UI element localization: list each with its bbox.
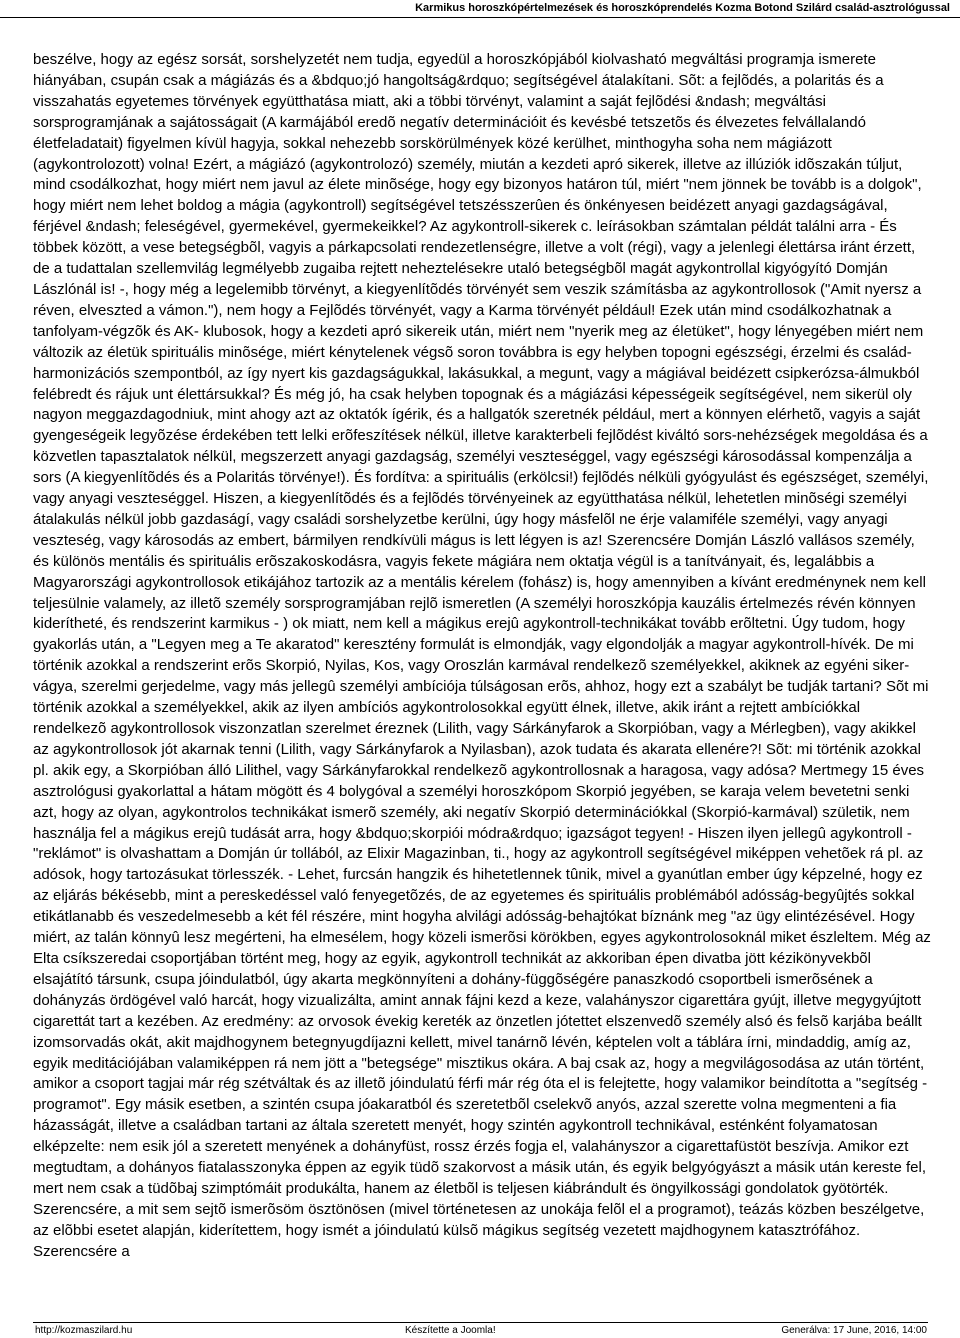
footer-credit: Készítette a Joomla! bbox=[405, 1325, 496, 1336]
article-body bbox=[33, 50, 931, 1263]
page-header-title: Karmikus horoszkópértelmezések és horoszkóprendelés Kozma Botond Szilárd család-asztrológussal bbox=[415, 2, 950, 14]
footer-divider bbox=[33, 1322, 928, 1323]
article-paragraph: beszélve, hogy az egész sorsát, sorshelyzetét nem tudja, egyedül a horoszkópjából kiolvasható megváltási programja ismerete hiányában, csupán csak a mágiázás és a &bdquo;jó hangoltság&rdquo; segítségével átalakítani. Sõt: a fejlõdés, a polaritás és a visszahatás egyetemes törvények együtthatása miatt, aki a többi törvényt, valamint a saját fejlõdési &ndash; megváltási sorsprogramjának a sajátosságait (A karmájából eredõ negatív determinációit és kevésbé tetszetõs és élvezetes felvállalandó életfeladatait) figyelmen kívül hagyja, sokkal nehezebb sorskörülmények közé kerülhet, minthogyha soha nem mágiázott (agykontrolozott) volna! Ezért, a mágiázó (agykontrolozó) személy, miután a kezdeti apró sikerek, illetve az illúziók idõszakán túljut, mind csodálkozhat, hogy miért nem javul az élete minõsége, hogy egy bizonyos határon túl, miért "nem jönnek be tovább is a dolgok", hogy miért nem lehet boldog a mágia (agykontroll) segítségével tetszésszerûen és önkényesen beidézett anyagi gazdagságával, férjével &ndash; feleségével, gyermekével, gyermekeikkel? Az agykontroll-sikerek c. leírásokban számtalan példát találni arra - És többek között, a vese betegségbõl, vagyis a párkapcsolati rendezetlenségre, illetve a volt (régi), vagy a jelenlegi élettársa iránt érzett, de a tudattalan szellemvilág legmélyebb zugaiba rejtett neheztelésekre utaló betegségbõl magát agykontrollal kigyógyító Domján Lászlónál is! -, hogy még a legelemibb törvényt, a kiegyenlítõdés törvényét sem veszik számításba az agykontrollosok ("Amit nyersz a réven, elveszted a vámon."), nem hogy a Fejlõdés törvényét, vagy a Karma törvényét például! Ezek után mind csodálkozhatnak a tanfolyam-végzõk és AK- klubosok, hogy a kezdeti apró sikereik után, miért nem "nyerik meg az életüket", hogy lényegében miért nem változik az életük spirituális minõsége, miért kénytelenek végsõ soron továbbra is egy helyben topogni egészségi, érzelmi és család-harmonizációs szempontból, az így nyert kis gazdagságukkal, lakásukkal, a megunt, vagy a mágiával beidézett csipkerózsa-álmukból felébredt és rájuk unt élettársukkal? És még jó, ha csak helyben topognak és a mágiázási képességeik segítségével, nem sikerül oly nagyon meggazdagodniuk, mint ahogy azt az oktatók ígérik, és a hallgatók szeretnék például, mert a könnyen elérhetõ, vagyis a saját gyengeségeik legyõzése érdekében tett lelki erõfeszítések nélkül, illetve karakterbeli fejlõdést kiváltó sors-nehézségek megoldása és a közvetlen tapasztalatok nélkül, megszerzett anyagi gazdagság, személyi veszteséggel, vagy egészségi károsodással kompenzálja a sors (A kiegyenlítõdés és a Polaritás törvénye!). És fordítva: a spirituális (erkölcsi!) fejlõdés nélküli gyógyulást és egészséget, személyi, vagy anyagi veszteséggel. Hiszen, a kiegyenlítõdés és a fejlõdés törvényeinek az együtthatása nélkül, lehetetlen minõségi személyi átalakulás nélkül jobb gazdaságí, vagy családi sorshelyzetbe kerülni, úgy hogy másfelõl ne érje valamiféle személyi, vagy anyagi veszteség, vagy károsodás az embert, bármilyen rendkívüli mágus is lett légyen is az! Szerencsére Domján László vallásos személy, és különös mentális és spirituális erõszakoskodásra, vagyis fekete mágiára nem oktatja végül is a tanítványait, és, legalábbis a Magyarországi agykontrollosok etikájához tartozik az a mentális kérelem (fohász) is, hogy amennyiben a kívánt eredménynek nem kell teljesülnie valamely, az illetõ személy sorsprogramjában rejlõ ismeretlen (A személyi horoszkópja kauzális értelmezés révén könnyen kiderítheté, és rendszerint karmikus - ) ok miatt, nem kell a mágikus erejû agykontroll-technikákat tovább erõltetni. Úgy tudom, hogy gyakorlás után, a "Legyen meg a Te akaratod" keresztény formulát is elmondják, vagy elgondolják a magyar agykontroll-hívék. De mi történik azokkal a rendszerint erõs Skorpió, Nyilas, Kos, vagy Oroszlán karmával rendelkezõ személyekkel, akiknek az egyéni siker-vágya, szerelmi gerjedelme, vagy más jellegû személyi ambíciója túlságosan erõs, ahhoz, hogy ezt a szabályt be tudják tartani? Sõt mi történik azokkal a személyekkel, akik az ilyen ambíciós agykontrolosokkal együtt élnek, illetve, akik iránt a rejtett ambíciókkal rendelkezõ agykontrollosok viszonzatlan szerelmet éreznek (Lilith, vagy Sárkányfarok a Skorpióban, vagy a Mérlegben), vagy akikkel az agykontrollosok jót akarnak tenni (Lilith, vagy Sárkányfarok a Nyilasban), azok tudata és akarata ellenére?! Sõt: mi történik azokkal pl. akik egy, a Skorpióban álló Lilithel, vagy Sárkányfarokkal rendelkezõ agykontrollosnak a haragosa, vagy adósa? Mertmegy 15 éves asztrológusi gyakorlattal a hátam mögött és 4 bolygóval a személyi horoszkópom Skorpió jegyében, se karaja velem bevetetni senki azt, hogy az olyan, agykontrolos technikákat ismerõ személy, aki negatív Skorpió determinációkkal (Skorpió-karmával) születik, nem használja fel a mágikus erejû tudását arra, hogy &bdquo;skorpiói módra&rdquo; igazságot tegyen! - Hiszen ilyen jellegû agykontroll - "reklámot" is olvashattam a Domján úr tollából, az Elixir Magazinban, ti., hogy az agykontroll segítségével miképpen vehetõek rá pl. az adósok, hogy tartozásukat törlesszék. - Lehet, furcsán hangzik és hihetetlennek tûnik, mivel a gyanútlan ember úgy képzelné, hogy ez az eljárás békésebb, mint a pereskedéssel való fenyegetõzés, de az egyetemes és spirituális problémából adósság-begyûjtés sokkal etikátlanabb és veszedelmesebb a két fél részére, mint hogyha alvilági adósság-behajtókat bíznánk meg "az ügy elintézésével. Hogy miért, az talán könnyû lesz megérteni, ha elmesélem, hogy közeli ismerõsi körökben, egyes agykontrolosoknál miket észleltem. Még az Elta csíkszeredai csoportjában történt meg, hogy az egyik, agykontroll technikát az akkoriban épen divatba jött kézikönyvekbõl elsajátító társunk, csupa jóindulatból, úgy akarta megkönnyíteni a dohány-függõségére panaszkodó csoportbeli ismerõsének a dohányzás ördögével való harcát, hogy vizualizálta, amint annak fájni kezd a keze, valahányszor cigarettára gyújt, illetve megygyújtott cigarettát tart a kezében. Az eredmény: az orvosok évekig kereték az önzetlen jótettet elszenvedõ személy alsó és felsõ karjába beállt izomsorvadás okát, akit majdhogynem betegnyugdíjazni kellett, mivel tanárnõ lévén, képtelen volt a táblára írni, mindaddig, amíg az, egyik meditációjában valamiképpen rá nem jött a "betegsége" misztikus okára. A baj csak az, hogy a megvilágosodása az után történt, amikor a csoport tagjai már rég szétváltak és az illetõ jóindulatú férfi már rég óta el is felejtette, hogy valamikor beindította a "segítség - programot". Egy másik esetben, a szintén csupa jóakaratból és szeretetbõl cselekvõ anyós, azzal szerette volna megmenteni a fia házasságát, illetve a családban tartani az általa szeretett menyét, hogy szintén agykontroll technikával, esténként folyamatosan elképzelte: nem esik jól a szeretett menyének a dohányfüst, rossz érzés fogja el, valahányszor a cigarettafüstöt beszívja. Amikor ezt megtudtam, a dohányos fiatalasszonyka éppen az egyik tüdõ szakorvost a másik után, és egyik belgyógyászt a másik után kereste fel, mert nem csak a tüdõbaj szimptómáit produkálta, hanem az életbõl is teljesen kiábrándult és öngyilkossági gondolatok gyötörték. Szerencsére, a mit sem sejtõ ismerõsöm ösztönösen (mivel történetesen az unokája felõl el a programot), teázás közben beszélgetve, az elõbbi esetet alapján, kiderítettem, hogy ismét a jóindulatú külsõ mágikus segítség vezetett majdhogynem katasztrófához. Szerencsére a bbox=[33, 51, 931, 1260]
footer-site-link[interactable]: http://kozmaszilard.hu bbox=[35, 1325, 133, 1336]
header-divider bbox=[0, 17, 960, 18]
footer-generated-date: Generálva: 17 June, 2016, 14:00 bbox=[781, 1325, 927, 1336]
